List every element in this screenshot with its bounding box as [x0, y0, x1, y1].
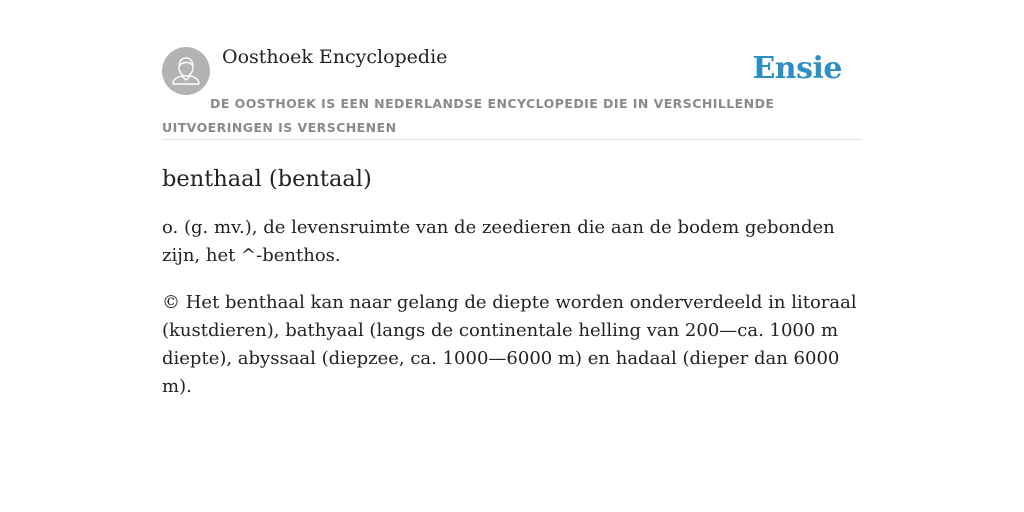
entry-paragraph: © Het benthaal kan naar gelang de diepte worden onderverdeeld in litoraal (kustdieren), bathyaal (langs de continentale helling van 200—ca. 1000 m diepte), abyssaal (diepzee, ca. 1000—6000 m) en hadaal (dieper dan 6000 m). [162, 292, 857, 397]
source-avatar[interactable] [162, 47, 210, 95]
source-tagline: DE OOSTHOEK IS EEN NEDERLANDSE ENCYCLOPEDIE DIE IN VERSCHILLENDE UITVOERINGEN IS VERSCHENEN [162, 96, 775, 135]
source-header [162, 44, 862, 140]
brand-logo[interactable]: Ensie [752, 51, 842, 86]
entry-title: benthaal (bentaal) [162, 166, 372, 192]
user-silhouette-icon [162, 47, 210, 95]
source-title[interactable]: Oosthoek Encyclopedie [222, 46, 448, 68]
entry-paragraph: o. (g. mv.), de levensruimte van de zeedieren die aan de bodem gebonden zijn, het ^-benthos. [162, 217, 835, 266]
article-container [162, 44, 862, 401]
